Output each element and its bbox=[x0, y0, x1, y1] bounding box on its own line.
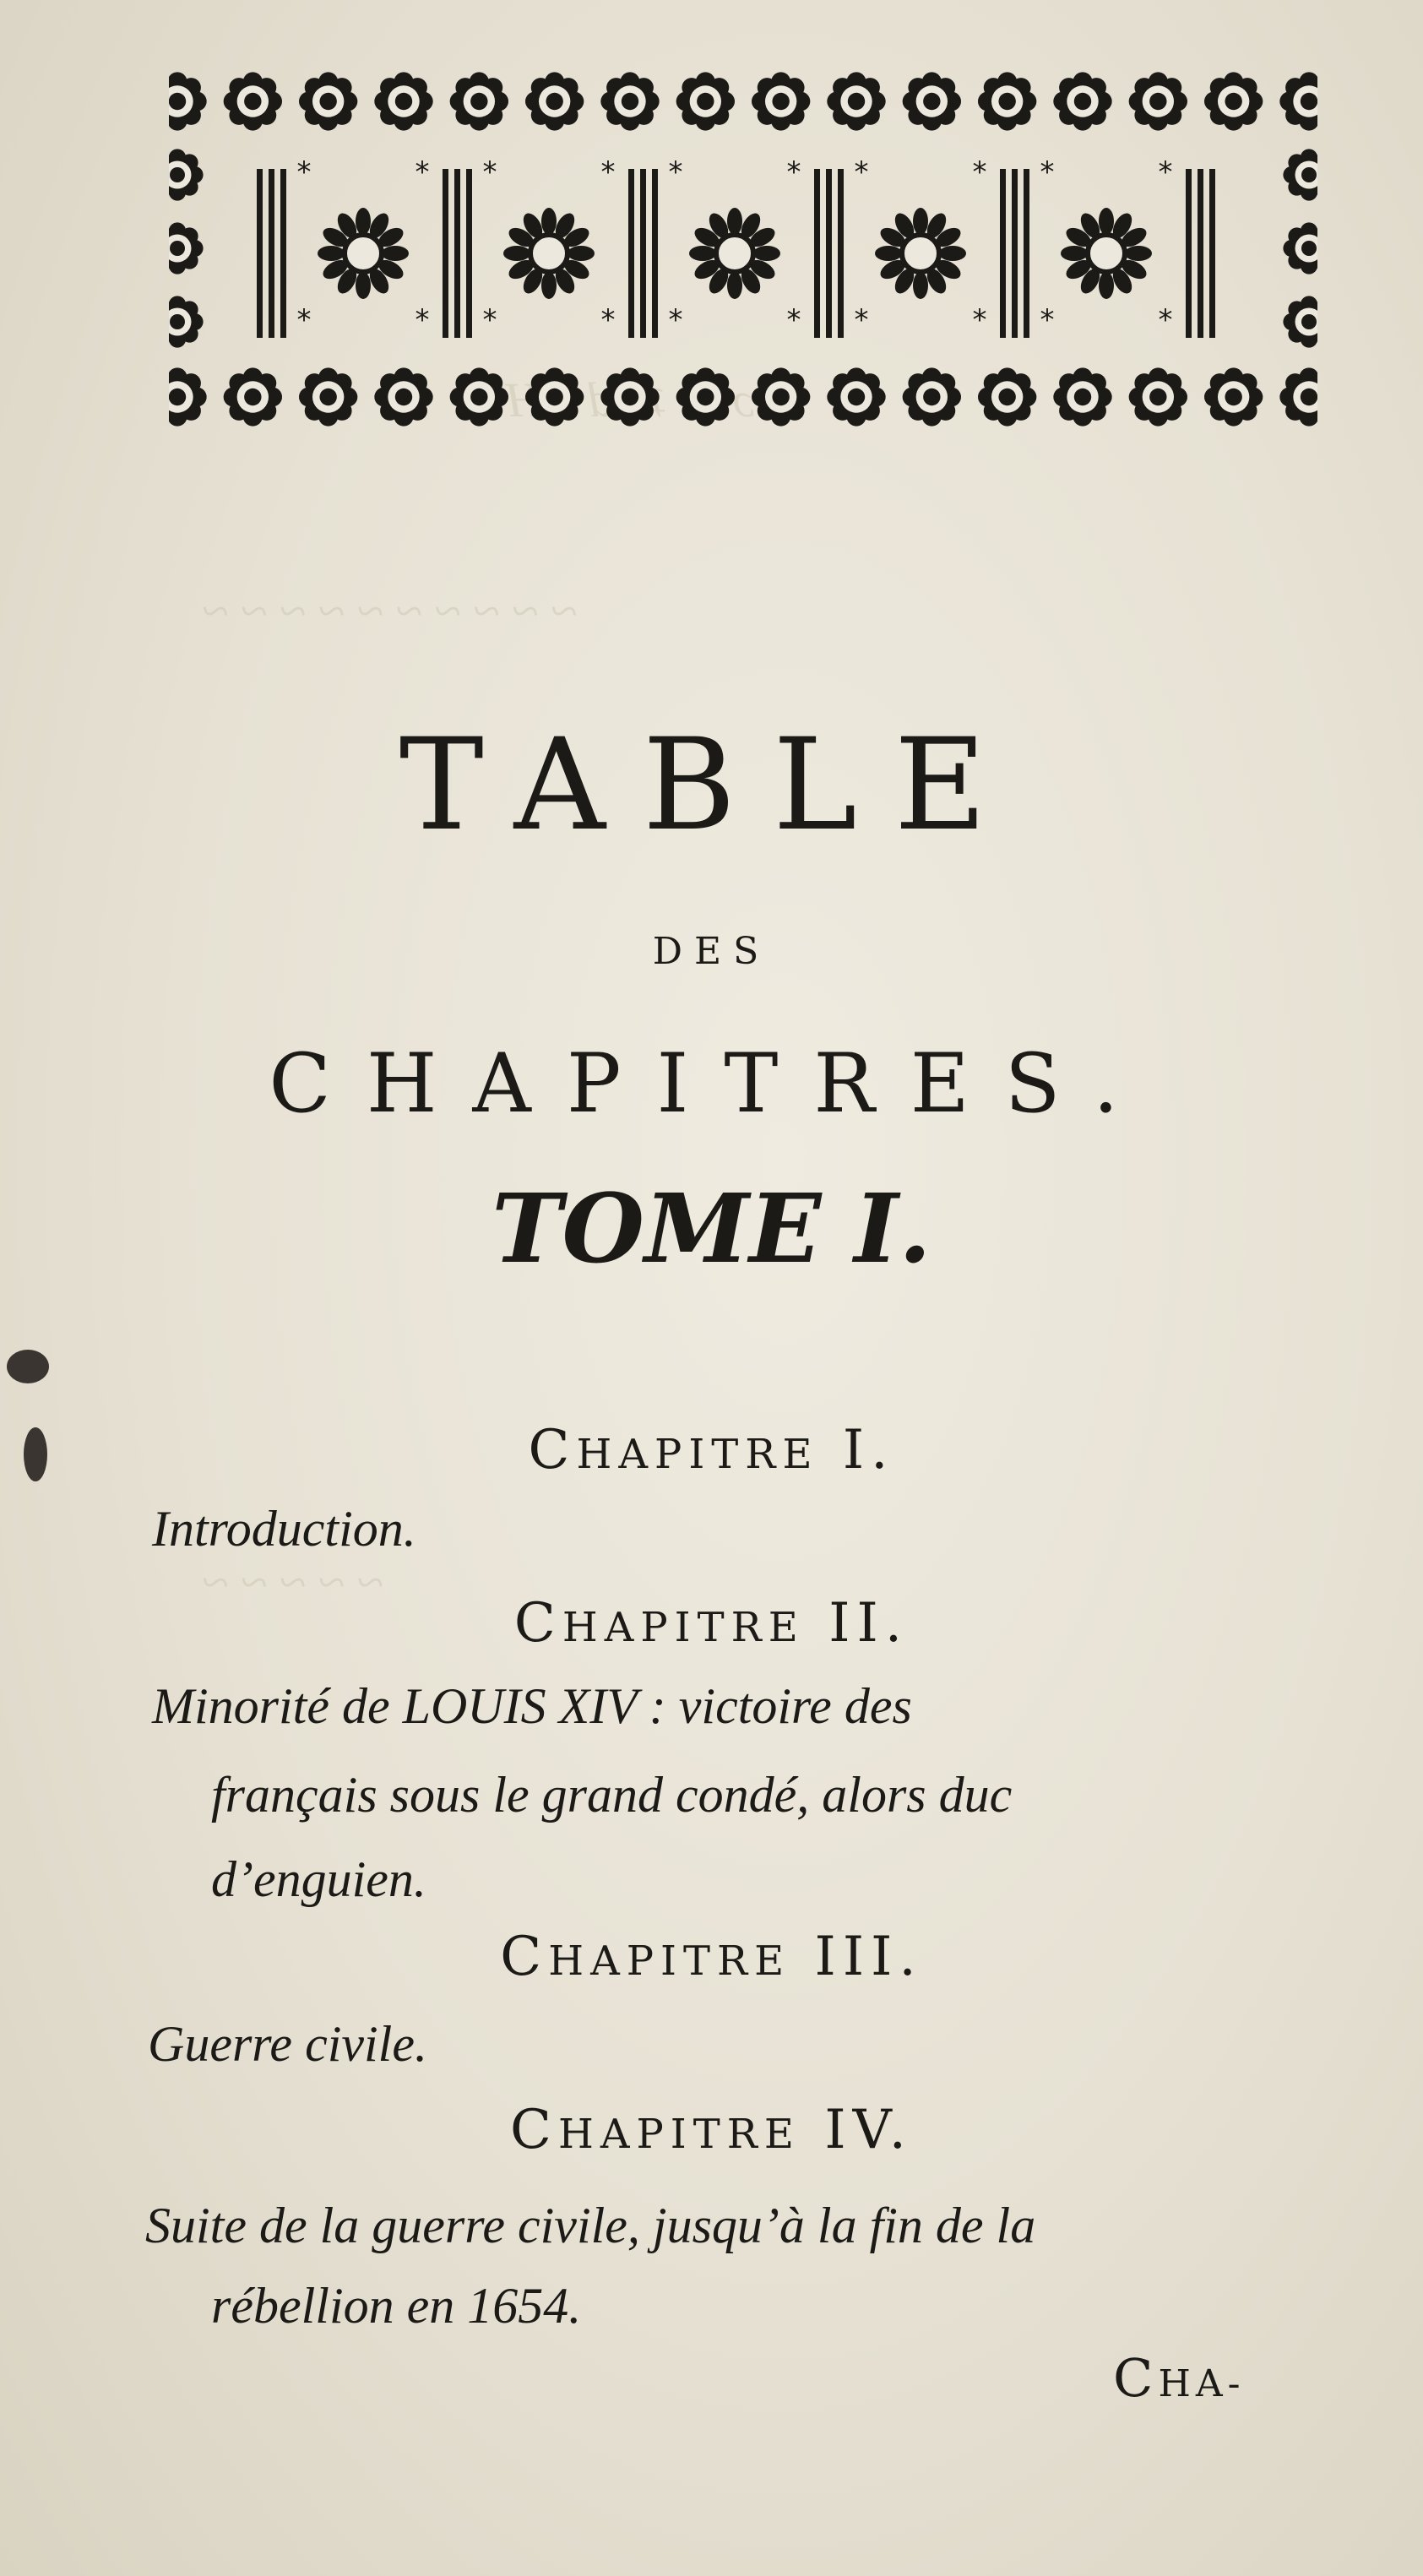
ornament-flower bbox=[689, 208, 780, 299]
ornament-star: * bbox=[1040, 155, 1055, 189]
chapter-numeral: II. bbox=[828, 1592, 910, 1655]
ornament-rosette bbox=[600, 72, 659, 130]
ornament-rosette bbox=[1204, 367, 1263, 426]
bleed-through-text: ɔ d H bbox=[507, 372, 755, 427]
ornament-star: * bbox=[786, 303, 801, 337]
ornament-star: * bbox=[1040, 303, 1055, 337]
ornament-rosette bbox=[903, 72, 961, 130]
ornament-rosette bbox=[374, 367, 432, 426]
ornament-rosette bbox=[1283, 222, 1317, 274]
ornament-bars bbox=[1186, 169, 1215, 338]
ornament-star: * bbox=[972, 155, 987, 189]
ornament-star: * bbox=[415, 303, 430, 337]
ornament-rosette bbox=[978, 72, 1036, 130]
ornament-star: * bbox=[482, 303, 497, 337]
ornament-rosette bbox=[1279, 72, 1317, 130]
ornament-star: * bbox=[1158, 155, 1173, 189]
ornament-rosette bbox=[1129, 72, 1187, 130]
ornament-rosette bbox=[1283, 149, 1317, 200]
ornament-flower bbox=[875, 208, 966, 299]
ornament-star: * bbox=[415, 155, 430, 189]
ornament-star: * bbox=[786, 155, 801, 189]
ornament-star: * bbox=[600, 303, 616, 337]
ornament-bars bbox=[628, 169, 658, 338]
ornament-rosette bbox=[752, 367, 810, 426]
chapter-heading bbox=[0, 1592, 1423, 1655]
ornament-star: * bbox=[972, 303, 987, 337]
ink-blot bbox=[24, 1427, 47, 1481]
chapter-numeral: I. bbox=[842, 1419, 895, 1481]
chapter-heading bbox=[0, 1419, 1423, 1481]
ornament-star: * bbox=[482, 155, 497, 189]
chapter-entry: rébellion en 1654. bbox=[211, 2278, 582, 2334]
ornament-bars bbox=[814, 169, 844, 338]
ornament-rosette bbox=[1204, 72, 1263, 130]
ornament-flower bbox=[1061, 208, 1152, 299]
ornament-star: * bbox=[668, 155, 683, 189]
ornament-rosette bbox=[600, 367, 659, 426]
page-title: TABLE bbox=[399, 712, 1024, 859]
subtitle-chapitres: CHAPITRES. bbox=[269, 1036, 1154, 1131]
ornament-rosette bbox=[827, 72, 885, 130]
ornament-rosette bbox=[978, 367, 1036, 426]
chapter-heading bbox=[0, 2099, 1423, 2161]
chapter-heading-cap: C bbox=[513, 1592, 562, 1655]
ornament-rosette bbox=[299, 72, 357, 130]
ornament-rosette bbox=[525, 72, 584, 130]
chapter-heading-cap: C bbox=[500, 1926, 549, 1988]
chapter-entry: français sous le grand condé, alors duc bbox=[211, 1767, 1013, 1823]
catchword-rest: HA- bbox=[1158, 2362, 1246, 2405]
catchword bbox=[1113, 2347, 1246, 2409]
chapter-numeral: III. bbox=[814, 1926, 923, 1988]
ornament-rosette bbox=[374, 72, 432, 130]
ornament-rosette bbox=[169, 149, 204, 200]
chapter-entry: Suite de la guerre civile, jusqu’à la fin de la bbox=[145, 2198, 1036, 2253]
ornament-bars bbox=[1000, 169, 1029, 338]
ornament-rosette bbox=[169, 296, 204, 347]
chapter-heading-cap: C bbox=[528, 1419, 577, 1481]
chapter-entry: d’enguien. bbox=[211, 1851, 426, 1907]
ink-blot bbox=[7, 1350, 49, 1383]
ornament-star: * bbox=[296, 303, 312, 337]
ornament-flower bbox=[318, 208, 409, 299]
ornament-star: * bbox=[600, 155, 616, 189]
ornament-bars bbox=[257, 169, 286, 338]
ornament-rosette bbox=[1053, 367, 1111, 426]
chapter-entry: Minorité de LOUIS XIV : victoire des bbox=[152, 1678, 912, 1734]
ornament-rosette bbox=[169, 367, 207, 426]
subtitle-des: DES bbox=[652, 930, 771, 973]
chapter-heading-word: HAPITRE bbox=[557, 2111, 801, 2158]
chapter-heading-word: HAPITRE bbox=[548, 1937, 791, 1985]
chapter-entry: Introduction. bbox=[152, 1501, 416, 1557]
catchword-cap: C bbox=[1113, 2347, 1159, 2409]
ornament-rosette bbox=[450, 367, 508, 426]
bleed-through-text: ~ ~ ~ ~ ~ ~ ~ ~ ~ ~ bbox=[203, 584, 578, 639]
ornament-rosette bbox=[676, 367, 735, 426]
ornament-star: * bbox=[296, 155, 312, 189]
ornament-rosette bbox=[169, 222, 204, 274]
ornament-bars bbox=[443, 169, 472, 338]
ornament-rosette bbox=[224, 72, 282, 130]
head-ornament bbox=[169, 68, 1317, 439]
ornament-star: * bbox=[668, 303, 683, 337]
bleed-through-text: ~ ~ ~ ~ ~ bbox=[203, 1555, 384, 1610]
ornament-star: * bbox=[854, 155, 869, 189]
ornament-rosette bbox=[525, 367, 584, 426]
ornament-star: * bbox=[854, 303, 869, 337]
chapter-heading-word: HAPITRE bbox=[562, 1604, 805, 1651]
chapter-numeral: IV. bbox=[824, 2099, 913, 2161]
chapter-heading-word: HAPITRE bbox=[576, 1431, 819, 1478]
ornament-rosette bbox=[169, 72, 207, 130]
ornament-rosette bbox=[1279, 367, 1317, 426]
chapter-heading-cap: C bbox=[510, 2099, 558, 2161]
ornament-rosette bbox=[827, 367, 885, 426]
ornament-flower bbox=[503, 208, 595, 299]
ornament-rosette bbox=[450, 72, 508, 130]
chapter-entry: Guerre civile. bbox=[148, 2016, 427, 2072]
volume-heading: TOME I. bbox=[492, 1174, 931, 1285]
ornament-rosette bbox=[1129, 367, 1187, 426]
ornament-rosette bbox=[299, 367, 357, 426]
ornament-rosette bbox=[1283, 296, 1317, 347]
ornament-rosette bbox=[676, 72, 735, 130]
chapter-heading bbox=[0, 1926, 1423, 1988]
ornament-star: * bbox=[1158, 303, 1173, 337]
ornament-rosette bbox=[903, 367, 961, 426]
ornament-rosette bbox=[752, 72, 810, 130]
ornament-rosette bbox=[1053, 72, 1111, 130]
ornament-rosette bbox=[224, 367, 282, 426]
